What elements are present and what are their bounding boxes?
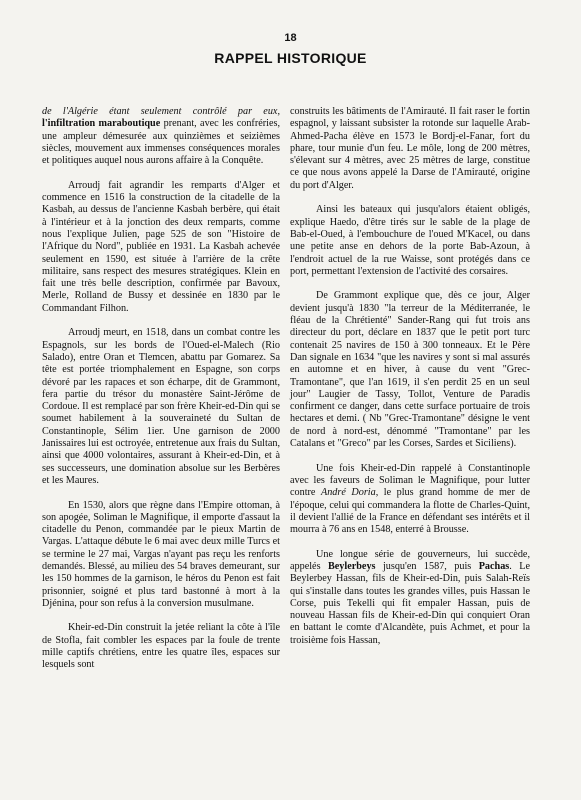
paragraph bbox=[42, 106, 280, 167]
page-number: 18 bbox=[284, 32, 297, 44]
left-column bbox=[42, 106, 280, 684]
paragraph: De Grammont explique que, dès ce jour, Alger devient jusqu'à 1830 "la terreur de la Méditerranée, le fléau de la Chrétienté" Sander-Rang qui fut trois ans directeur du port, déclare en 1837 que le petit port turc contenait 25 navires de 150 à 300 tonneaux. Et le Père Dan signale en 1634 "que les navires y sont si mal assurés en automne et en hiver, à cause du vent "Grec-Tramontane", que l'an 1619, il s'en perdit 25 en un seul jour" Laugier de Tassy, Tollot, Venture de Paradis confirment ce danger, dans cette surface portuaire de trois hectares et demi. ( Nb "Grec-Tramontane" désigne le vent de nord à nord-est, dénommé "Tramontane" par les Catalans et "Greco" par les Corses, Sardes et Siciliens). bbox=[290, 290, 530, 450]
paragraph-text: , le plus grand homme de mer de l'époque, celui qui commandera la flotte de Charles-Quint, il devient l'allié de la France en défendant ses intérêts et il mourra à 76 ans en 1548, enterré à Brousse. bbox=[290, 487, 530, 536]
paragraph-text: Une fois Kheir-ed-Din rappelé à Constantinople avec les faveurs de Soliman le Magnifique, pour lutter contre bbox=[290, 462, 530, 499]
paragraph bbox=[290, 463, 530, 537]
bold-text: Pachas bbox=[478, 560, 510, 572]
paragraph: En 1530, alors que règne dans l'Empire ottoman, à son apogée, Soliman le Magnifique, il emporte d'assaut la citadelle du Penon, commandée par le pieux Martin de Vargas. L'attaque débute le 6 mai avec deux mille Turcs et se termine le 27 mai, Vargas n'ayant pas reçu les renforts demandés. Blessé, au milieu des 54 braves demeurant, sur les 150 hommes de la garnison, le héros du Penon est fait prisonnier, soigné et plus tard bastonné à mort à la Djénina, pour son refus à la conversion musulmane. bbox=[42, 499, 280, 609]
paragraph: Arroudj fait agrandir les remparts d'Alger et commence en 1516 la construction de la citadelle de la Kasbah, au dessus de l'ancienne Kasbah berbère, qui était à l'intérieur et à la jonction des deux remparts, comme nous l'explique Julien, page 525 de son "Histoire de l'Afrique du Nord", publiée en 1931. La Kasbah achevée seulement en 1590, est située à l'arrière de la crête militaire, sans respect des mesures stratégiques. Klein en fait une très belle description, confirmée par Bavoux, Merle, Rolland de Bussy et dessinée en 1830 par le Commandant Filhon. bbox=[42, 179, 280, 314]
paragraph: Kheir-ed-Din construit la jetée reliant la côte à l'île de Stofla, fait combler les espaces par la foule de trente mille captifs chrétiens, entre les quatre îles, espaces sur lesquels sont bbox=[42, 622, 280, 671]
right-column bbox=[290, 106, 530, 659]
paragraph-text: Une longue série de gouverneurs, lui succède, appelés bbox=[290, 548, 530, 572]
bold-text: l'infiltration maraboutique bbox=[42, 118, 161, 130]
paragraph bbox=[290, 549, 530, 647]
paragraph-text: prenant, avec les confréries, une ampleur démesurée aux quinzièmes et seizièmes siècles, mouvement aux immenses conséquences morales et politiques auquel nous aurons affaire à la Conquête. bbox=[42, 118, 280, 167]
paragraph: construits les bâtiments de l'Amirauté. Il fait raser le fortin espagnol, y laissant subsister la rotonde sur laquelle Arab-Ahmed-Pacha élève en 1573 le Bordj-el-Fanar, fort du phare, tour munie d'un feu. Le môle, long de 200 mètres, s'élevant sur 4 mètres, avec 25 mètres de large, constitue ce que nous avons appelé la Darse de l'Amirauté, origine du port d'Alger. bbox=[290, 106, 530, 191]
paragraph-text: jusqu'en 1587, puis bbox=[375, 560, 479, 572]
bold-text: Beylerbeys bbox=[327, 560, 376, 572]
page-title: RAPPEL HISTORIQUE bbox=[214, 50, 367, 66]
paragraph-text: . Le Beylerbey Hassan, fils de Kheir-ed-Din, puis Salah-Reïs qui s'installe dans toutes les grandes villes, puis Hassan le Corse, puis Tekelli qui fit empaler Hassan, puis de nouveau Hassan fils de Kheir-ed-Din qui conquiert Oran en battant le comte d'Alcandète, puis Achmet, et pour la troisième fois Hassan, bbox=[290, 560, 530, 646]
italic-text: de l'Algérie étant seulement contrôlé par eux, bbox=[42, 106, 280, 117]
italic-text: André Doria bbox=[320, 487, 376, 499]
paragraph: Arroudj meurt, en 1518, dans un combat contre les Espagnols, sur les bords de l'Oued-el-Malech (Rio Salado), entre Oran et Tlemcen, abattu par Gomarez. Sa tête est portée triomphalement en Espagne, son corps dévoré par les rapaces et son écharpe, dit de Grammont, fera partie du trésor du monastère Saint-Jérôme de Cordoue. Il est remplacé par son frère Kheir-ed-Din qui se soumet habilement à la souveraineté du Sultan de Constantinople, Sélim 1ier. Une garnison de 2000 Janissaires lui est octroyée, entretenue aux frais du Sultan, ainsi que 4000 volontaires, assurant à Kheir-ed-Din, et à ses successeurs, une domination absolue sur les Berbères et les Maures. bbox=[42, 327, 280, 486]
paragraph: Ainsi les bateaux qui jusqu'alors étaient obligés, explique Haedo, d'être tirés sur le sable de la plage de Bab-el-Oued, à l'embouchure de l'oued M'Kacel, ou dans une petite anse en dehors de la porte Bab-Azoun, à l'endroit actuel de la rue Waisse, sont protégés dans ce port, permettant l'extension de l'activité des corsaires. bbox=[290, 204, 530, 277]
